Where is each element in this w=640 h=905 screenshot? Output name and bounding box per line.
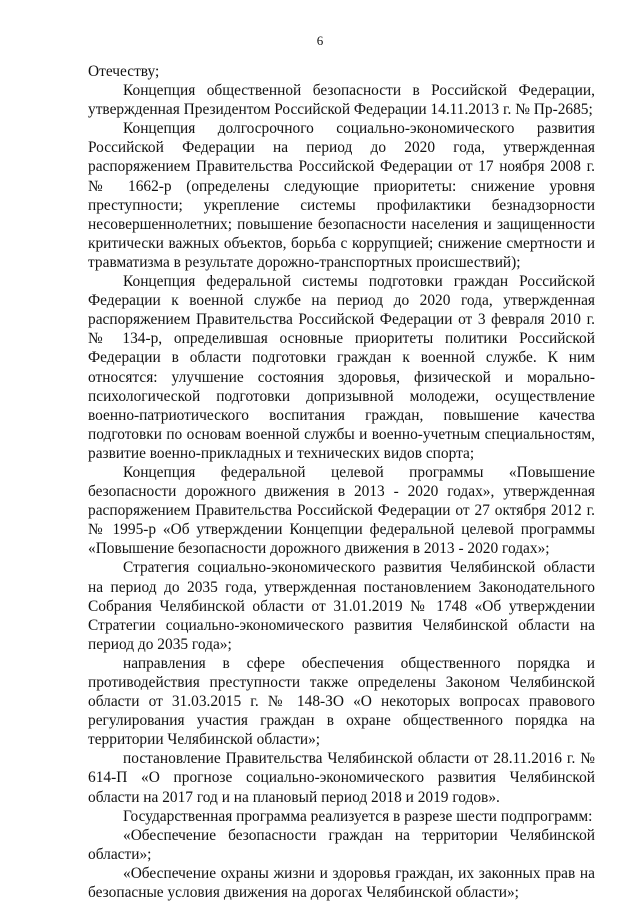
document-body <box>88 62 595 902</box>
paragraph-subprogram-citizen-safety: «Обеспечение безопасности граждан на территории Челябинской области»; <box>88 826 595 863</box>
paragraph-public-security-concept: Концепция общественной безопасности в Российской Федерации, утвержденная Президентом Российской Федерации 14.11.2013 г. № Пр-2685; <box>88 82 595 119</box>
paragraph-subprograms-intro: Государственная программа реализуется в разрезе шести подпрограмм: <box>123 807 593 825</box>
paragraph-chelyabinsk-strategy-2035: Стратегия социально-экономического развития Челябинской области на период до 2035 года, утвержденная постановлением Законодательного Собрания Челябинской области от 31.01.2019 № 1748 «Об утверждении Стратегии социально-экономического развития Челябинской области на период до 2035 года»; <box>88 559 595 653</box>
paragraph-continuation: Отечеству; <box>88 63 160 80</box>
paragraph-forecast-resolution: постановление Правительства Челябинской области от 28.11.2016 г. № 614-П «О прогнозе социально-экономического развития Челябинской области на 2017 год и на плановый период 2018 и 2019 годов». <box>88 750 595 806</box>
paragraph-subprogram-road-safety: «Обеспечение охраны жизни и здоровья граждан, их законных прав на безопасные условия движения на дорогах Челябинской области»; <box>88 864 595 902</box>
paragraph-military-service-training-concept: Концепция федеральной системы подготовки граждан Российской Федерации к военной службе на период до 2020 года, утвержденная распоряжением Правительства Российской Федерации от 3 февраля 2010 г. № 134-р, определившая основные приоритеты политики Российской Федерации в области подготовки граждан к военной службе. К ним относятся: улучшение состояния здоровья, физической и морально-психологической подготовки допризывной молодежи, осуществление военно-патриотического воспитания граждан, повышение качества подготовки по основам военной службы и военно-учетным специальностям, развитие военно-прикладных и технических видов спорта; <box>88 273 595 462</box>
paragraph-public-order-law: направления в сфере обеспечения общественного порядка и противодействия преступности также определены Законом Челябинской области от 31.03.2015 г. № 148-ЗО «О некоторых вопросах правового регулирования участия граждан в охране общественного порядка на территории Челябинской области»; <box>88 654 595 749</box>
paragraph-long-term-development-concept: Концепция долгосрочного социально-экономического развития Российской Федерации на период до 2020 года, утвержденная распоряжением Правительства Российской Федерации от 17 ноября 2008 г. № 1662-р (определены следующие приоритеты: снижение уровня преступности; укрепление системы профилактики безнадзорности несовершеннолетних; повышение безопасности населения и защищенности критически важных объектов, борьба с коррупцией; снижение смертности и травматизма в результате дорожно-транспортных происшествий); <box>88 120 595 271</box>
page-number: 6 <box>316 33 324 48</box>
paragraph-road-safety-program-concept: Концепция федеральной целевой программы «Повышение безопасности дорожного движения в 2013 - 2020 годах», утвержденная распоряжением Правительства Российской Федерации от 27 октября 2012 г. № 1995-р «Об утверждении Концепции федеральной целевой программы «Повышение безопасности дорожного движения в 2013 - 2020 годах»; <box>88 463 595 558</box>
